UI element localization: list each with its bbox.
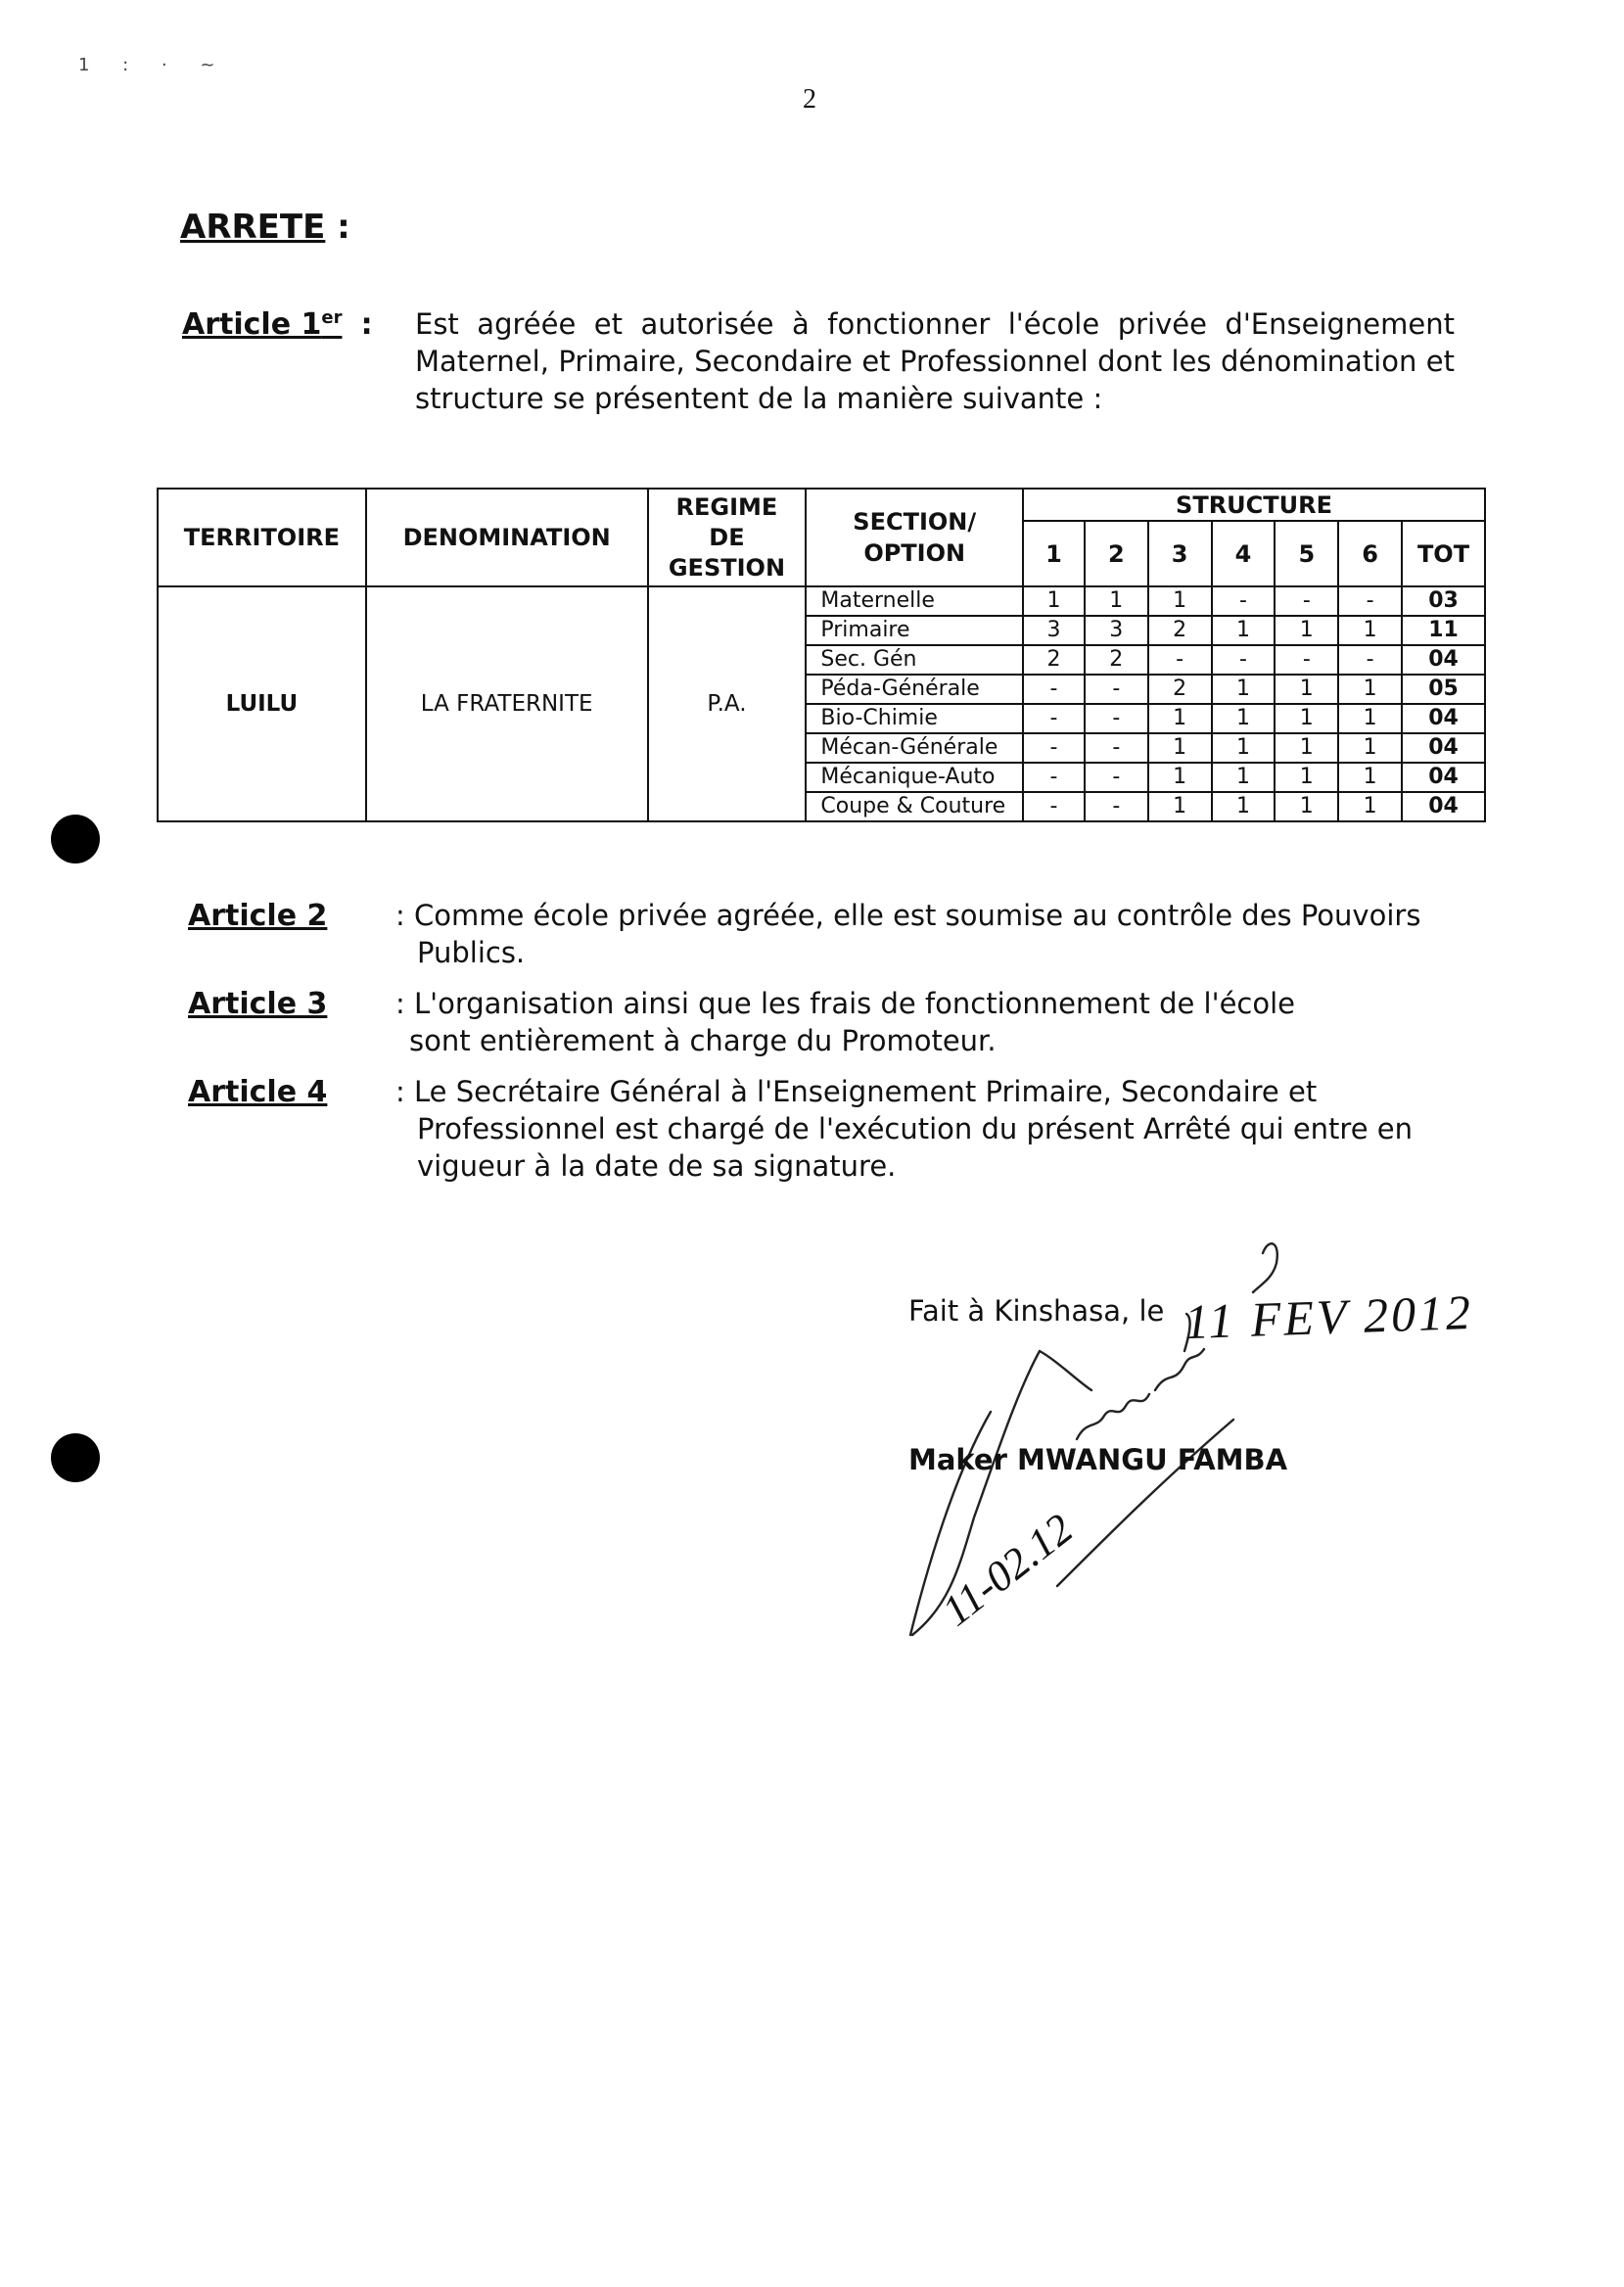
cell-value: 1 <box>1148 792 1212 821</box>
cell-option: Sec. Gén <box>806 645 1023 675</box>
cell-total: 04 <box>1402 763 1485 792</box>
cell-value: 1 <box>1338 733 1402 763</box>
article4-line3: vigueur à la date de sa signature. <box>417 1149 897 1183</box>
cell-total: 04 <box>1402 792 1485 821</box>
cell-value: 1 <box>1148 586 1212 616</box>
article3-line1: : L'organisation ainsi que les frais de fonctionnement de l'école <box>395 987 1295 1020</box>
cell-value: 1 <box>1275 733 1338 763</box>
header-section-option: SECTION/ OPTION <box>806 489 1023 586</box>
cell-value: - <box>1338 586 1402 616</box>
punch-hole <box>51 1433 100 1482</box>
title-colon: : <box>337 208 350 247</box>
article2-label: Article 2 <box>188 899 328 933</box>
cell-option: Mécan-Générale <box>806 733 1023 763</box>
cell-value: - <box>1212 645 1276 675</box>
cell-value: 1 <box>1338 792 1402 821</box>
cell-value: - <box>1085 792 1148 821</box>
article1-colon: : <box>360 307 373 342</box>
cell-value: - <box>1023 704 1085 733</box>
cell-value: 1 <box>1338 675 1402 704</box>
cell-option: Coupe & Couture <box>806 792 1023 821</box>
cell-value: 1 <box>1212 704 1276 733</box>
structure-table <box>157 488 1486 822</box>
cell-value: - <box>1023 792 1085 821</box>
article2-line2: Publics. <box>417 936 526 969</box>
stamped-date: 11 FEV 2012 <box>1183 1284 1474 1350</box>
cell-value: - <box>1212 586 1276 616</box>
cell-total: 04 <box>1402 704 1485 733</box>
header-col-5: 5 <box>1275 521 1338 586</box>
signatory-name: Maker MWANGU FAMBA <box>908 1443 1288 1476</box>
punch-hole <box>51 815 100 863</box>
cell-option: Mécanique-Auto <box>806 763 1023 792</box>
cell-value: 1 <box>1148 733 1212 763</box>
cell-total: 11 <box>1402 616 1485 645</box>
article1-label: Article 1er <box>182 307 343 342</box>
cell-value: 1 <box>1148 763 1212 792</box>
cell-regime: P.A. <box>648 586 807 821</box>
cell-value: - <box>1275 586 1338 616</box>
cell-value: - <box>1275 645 1338 675</box>
cell-value: 1 <box>1212 763 1276 792</box>
table-row <box>158 586 1485 616</box>
title-label: ARRETE <box>180 208 326 247</box>
cell-value: 1 <box>1338 763 1402 792</box>
cell-value: - <box>1085 675 1148 704</box>
cell-value: 1 <box>1085 586 1148 616</box>
cell-value: - <box>1085 704 1148 733</box>
header-col-3: 3 <box>1148 521 1212 586</box>
cell-value: 1 <box>1275 704 1338 733</box>
article2-line1: : Comme école privée agréée, elle est soumise au contrôle des Pouvoirs <box>395 899 1421 932</box>
cell-value: 1 <box>1275 763 1338 792</box>
article3-label: Article 3 <box>188 987 328 1021</box>
cell-value: 1 <box>1275 675 1338 704</box>
cell-value: - <box>1338 645 1402 675</box>
header-denomination: DENOMINATION <box>366 489 648 586</box>
cell-total: 04 <box>1402 733 1485 763</box>
cell-total: 04 <box>1402 645 1485 675</box>
handwritten-date: 11-02.12 <box>933 1504 1083 1636</box>
cell-total: 03 <box>1402 586 1485 616</box>
article3-line2: sont entièrement à charge du Promoteur. <box>409 1024 997 1057</box>
cell-option: Maternelle <box>806 586 1023 616</box>
cell-value: - <box>1023 733 1085 763</box>
article1-text: Est agréée et autorisée à fonctionner l'école privée d'Enseignement Maternel, Primaire, Secondaire et Professionnel dont les dénomination et structure se présentent de la manière suivante : <box>415 307 1455 415</box>
cell-value: 3 <box>1023 616 1085 645</box>
page-title <box>180 208 350 247</box>
cell-denomination: LA FRATERNITE <box>366 586 648 821</box>
cell-value: 1 <box>1338 704 1402 733</box>
cell-value: 1 <box>1212 675 1276 704</box>
cell-value: - <box>1148 645 1212 675</box>
header-col-2: 2 <box>1085 521 1148 586</box>
place-date-label: Fait à Kinshasa, le <box>908 1294 1165 1328</box>
cell-value: 1 <box>1212 616 1276 645</box>
article4-line2: Professionnel est chargé de l'exécution du présent Arrêté qui entre en <box>417 1112 1413 1145</box>
cell-value: 1 <box>1275 616 1338 645</box>
cell-value: 1 <box>1275 792 1338 821</box>
article1-sup: er <box>321 307 343 328</box>
cell-value: 3 <box>1085 616 1148 645</box>
cell-value: 2 <box>1023 645 1085 675</box>
header-col-6: 6 <box>1338 521 1402 586</box>
cell-value: 2 <box>1148 616 1212 645</box>
cell-value: - <box>1085 763 1148 792</box>
header-structure: STRUCTURE <box>1023 489 1485 521</box>
header-regime: REGIME DE GESTION <box>648 489 807 586</box>
cell-option: Bio-Chimie <box>806 704 1023 733</box>
header-col-1: 1 <box>1023 521 1085 586</box>
cell-total: 05 <box>1402 675 1485 704</box>
cell-value: 1 <box>1023 586 1085 616</box>
cell-value: 2 <box>1148 675 1212 704</box>
cell-option: Péda-Générale <box>806 675 1023 704</box>
article4-line1: : Le Secrétaire Général à l'Enseignement Primaire, Secondaire et <box>395 1075 1318 1108</box>
cell-value: 1 <box>1212 733 1276 763</box>
cell-value: 1 <box>1212 792 1276 821</box>
cell-value: 1 <box>1148 704 1212 733</box>
header-col-tot: TOT <box>1402 521 1485 586</box>
cell-value: - <box>1085 733 1148 763</box>
cell-value: - <box>1023 763 1085 792</box>
page-number: 2 <box>803 84 816 115</box>
cell-value: - <box>1023 675 1085 704</box>
article4-label: Article 4 <box>188 1075 328 1109</box>
cell-value: 2 <box>1085 645 1148 675</box>
cell-option: Primaire <box>806 616 1023 645</box>
scan-marks: 1 : · ~ <box>78 55 229 75</box>
header-territoire: TERRITOIRE <box>158 489 366 586</box>
cell-territoire: LUILU <box>158 586 366 821</box>
article1-heading <box>182 307 373 342</box>
cell-value: 1 <box>1338 616 1402 645</box>
header-col-4: 4 <box>1212 521 1276 586</box>
